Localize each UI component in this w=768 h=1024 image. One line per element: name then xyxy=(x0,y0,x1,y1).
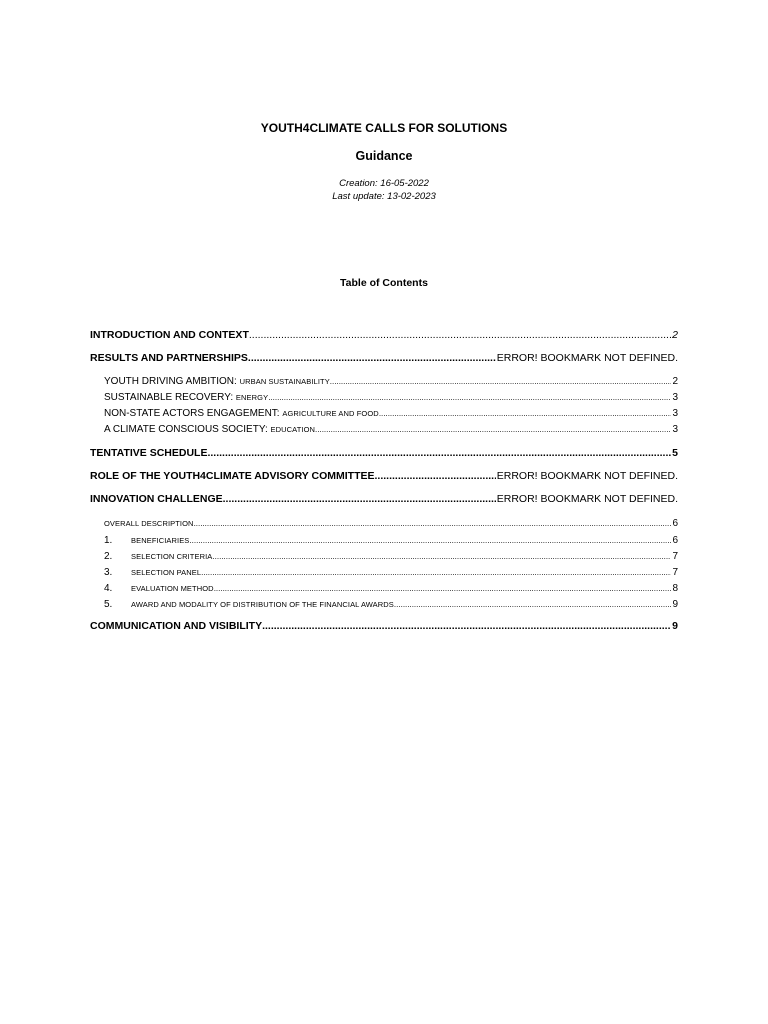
toc-entry-label: INTRODUCTION AND CONTEXT xyxy=(90,329,249,341)
toc-entry-sublabel: ENERGY xyxy=(235,393,269,402)
toc-entry-label: 3. SELECTION PANEL xyxy=(104,567,202,578)
toc-entry-sustainable-recovery[interactable] xyxy=(104,391,678,405)
toc-entry-youth-driving-ambition[interactable] xyxy=(104,375,678,389)
toc-entry-page: 6 xyxy=(672,518,678,529)
toc-entry-innovation-challenge[interactable] xyxy=(90,492,678,507)
toc-entry-label: TENTATIVE SCHEDULE xyxy=(90,447,208,459)
toc-entry-introduction[interactable] xyxy=(90,328,678,343)
document-subtitle: Guidance xyxy=(355,149,413,163)
toc-leader-dots xyxy=(379,407,672,421)
toc-leader-dots xyxy=(248,351,496,366)
toc-entry-page: 7 xyxy=(672,567,678,578)
toc-entry-page: 7 xyxy=(672,551,678,562)
toc-entry-non-state-actors[interactable] xyxy=(104,407,678,421)
toc-leader-dots xyxy=(194,517,672,531)
toc-entry-label: RESULTS AND PARTNERSHIPS xyxy=(90,352,248,364)
toc-entry-sublabel: URBAN SUSTAINABILITY xyxy=(239,377,330,386)
toc-entry-label: 4. EVALUATION METHOD xyxy=(104,583,214,594)
toc-entry-page: 8 xyxy=(672,583,678,594)
toc-entry-number: 4. xyxy=(104,583,113,594)
toc-entry-communication-visibility[interactable] xyxy=(90,619,678,634)
toc-entry-number: 3. xyxy=(104,567,113,578)
toc-leader-dots xyxy=(330,375,672,389)
toc-entry-evaluation-method[interactable] xyxy=(104,581,678,595)
toc-entry-page: 3 xyxy=(672,392,678,403)
toc-entry-climate-conscious-society[interactable] xyxy=(104,423,678,437)
toc-leader-dots xyxy=(212,550,671,563)
creation-date: Creation: 16-05-2022 xyxy=(339,178,429,189)
toc-entry-label: ROLE OF THE YOUTH4CLIMATE ADVISORY COMMITTEE xyxy=(90,470,375,482)
toc-entry-tentative-schedule[interactable] xyxy=(90,446,678,461)
toc-entry-label: 1. BENEFICIARIES xyxy=(104,535,190,546)
toc-entry-beneficiaries[interactable] xyxy=(104,533,678,547)
toc-heading: Table of Contents xyxy=(340,277,428,289)
toc-entry-label: INNOVATION CHALLENGE xyxy=(90,493,223,505)
toc-entry-page: ERROR! BOOKMARK NOT DEFINED. xyxy=(496,493,678,505)
toc-entry-page: 3 xyxy=(672,408,678,419)
toc-entry-label: A CLIMATE CONSCIOUS SOCIETY: EDUCATION xyxy=(104,424,316,435)
toc-leader-dots xyxy=(201,566,671,579)
toc-entry-label: NON-STATE ACTORS ENGAGEMENT: AGRICULTURE AND FOOD xyxy=(104,408,379,419)
toc-leader-dots xyxy=(207,446,671,461)
toc-entry-page: 9 xyxy=(672,620,678,632)
toc-leader-dots xyxy=(223,492,496,507)
toc-entry-label: COMMUNICATION AND VISIBILITY xyxy=(90,620,263,632)
toc-entry-selection-criteria[interactable] xyxy=(104,549,678,563)
toc-entry-sublabel: EDUCATION xyxy=(270,425,316,434)
toc-leader-dots xyxy=(394,598,672,611)
toc-entry-overall-description[interactable] xyxy=(104,517,678,531)
toc-entry-sublabel: AGRICULTURE AND FOOD xyxy=(282,409,379,418)
toc-entry-award-modality[interactable] xyxy=(104,597,678,611)
toc-entry-label: OVERALL DESCRIPTION xyxy=(104,519,194,528)
toc-entry-page: ERROR! BOOKMARK NOT DEFINED. xyxy=(496,470,678,482)
toc-entry-page: 6 xyxy=(672,535,678,546)
toc-entry-label: 5. AWARD AND MODALITY OF DISTRIBUTION OF THE FINANCIAL AWARDS xyxy=(104,599,394,610)
toc-leader-dots xyxy=(189,534,671,547)
toc-leader-dots xyxy=(315,423,671,437)
toc-entry-page: 2 xyxy=(672,376,678,387)
toc-entry-page: 5 xyxy=(672,447,678,459)
toc-entry-page: 9 xyxy=(672,599,678,610)
document-title: YOUTH4CLIMATE CALLS FOR SOLUTIONS xyxy=(260,121,508,135)
toc-entry-advisory-committee[interactable] xyxy=(90,469,678,484)
toc-entry-page: 3 xyxy=(672,424,678,435)
last-update-date: Last update: 13-02-2023 xyxy=(332,191,436,202)
toc-leader-dots xyxy=(374,469,495,484)
toc-entry-number: 2. xyxy=(104,551,113,562)
toc-entry-page: 2 xyxy=(672,329,678,341)
toc-leader-dots xyxy=(249,328,671,343)
toc-entry-label: SUSTAINABLE RECOVERY: ENERGY xyxy=(104,392,269,403)
toc-entry-label: YOUTH DRIVING AMBITION: URBAN SUSTAINABILITY xyxy=(104,376,330,387)
toc-entry-results-partnerships[interactable] xyxy=(90,351,678,366)
toc-entry-label: 2. SELECTION CRITERIA xyxy=(104,551,213,562)
toc-entry-page: ERROR! BOOKMARK NOT DEFINED. xyxy=(496,352,678,364)
toc-entry-number: 1. xyxy=(104,535,113,546)
toc-leader-dots xyxy=(214,582,672,595)
toc-entry-number: 5. xyxy=(104,599,113,610)
toc-leader-dots xyxy=(268,391,671,405)
toc-leader-dots xyxy=(262,619,671,634)
toc-entry-selection-panel[interactable] xyxy=(104,565,678,579)
